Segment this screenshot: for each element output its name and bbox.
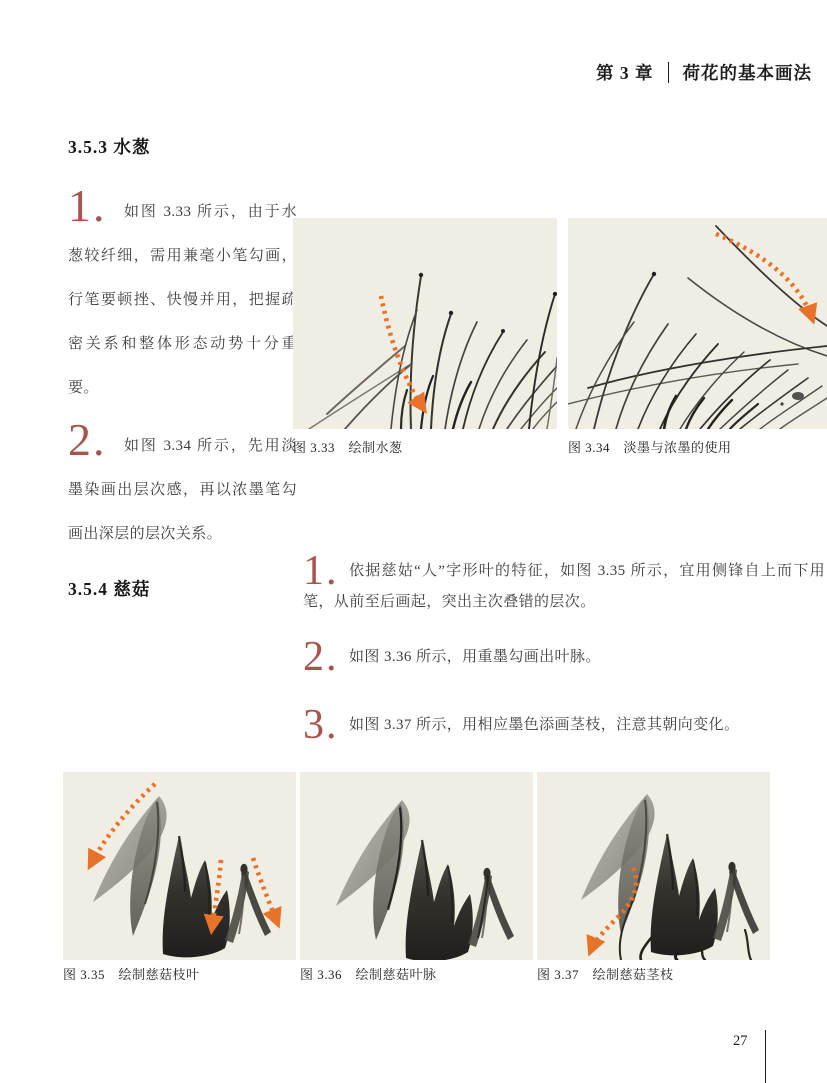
figure-3-34-painting xyxy=(568,218,827,429)
step-353-1 xyxy=(68,180,297,410)
figure-3-35-painting xyxy=(63,772,296,960)
step-text: 如图 3.36 所示，用重墨勾画出叶脉。 xyxy=(349,649,601,665)
header-divider xyxy=(668,62,669,83)
step-number: 1. xyxy=(68,180,107,231)
figure-3-33 xyxy=(293,218,557,429)
figure-3-37 xyxy=(537,772,770,960)
step-text: 如图 3.37 所示，用相应墨色添画茎枝，注意其朝向变化。 xyxy=(349,717,740,733)
step-number: 1. xyxy=(303,548,339,594)
chapter-number: 第 3 章 xyxy=(596,63,654,83)
step-354-2 xyxy=(303,634,825,686)
section-heading-353: 3.5.3 水葱 xyxy=(68,137,151,157)
figure-3-36 xyxy=(300,772,533,960)
section-heading-354: 3.5.4 慈菇 xyxy=(68,579,151,599)
figure-3-37-painting xyxy=(537,772,770,960)
figure-3-37-caption: 图 3.37 绘制慈菇茎枝 xyxy=(537,967,674,982)
step-353-2 xyxy=(68,414,297,556)
step-354-1 xyxy=(303,548,825,618)
figure-3-34-caption: 图 3.34 淡墨与浓墨的使用 xyxy=(568,440,732,455)
chapter-title: 荷花的基本画法 xyxy=(682,63,812,83)
figure-3-36-caption: 图 3.36 绘制慈菇叶脉 xyxy=(300,967,437,982)
figure-3-33-painting xyxy=(293,218,557,429)
figure-3-36-painting xyxy=(300,772,533,960)
chapter-header xyxy=(596,60,812,85)
step-text: 如图 3.33 所示，由于水葱较纤细，需用兼毫小笔勾画，行笔要顿挫、快慢并用，把握疏密关系和整体形态动势十分重要。 xyxy=(68,204,297,396)
step-number: 3. xyxy=(303,702,339,748)
figure-3-34 xyxy=(568,218,827,429)
page-number: 27 xyxy=(733,1033,748,1049)
step-text: 依据慈姑“人”字形叶的特征，如图 3.35 所示，宜用侧锋自上而下用笔，从前至后画起，突出主次叠错的层次。 xyxy=(303,563,825,610)
step-text: 如图 3.34 所示，先用淡墨染画出层次感，再以浓墨笔勾画出深层的层次关系。 xyxy=(68,438,297,542)
step-number: 2. xyxy=(303,634,339,680)
figure-3-35 xyxy=(63,772,296,960)
section-353-steps xyxy=(68,180,297,556)
step-354-3 xyxy=(303,702,825,754)
footer-rule xyxy=(765,1030,766,1083)
figure-3-35-caption: 图 3.35 绘制慈菇枝叶 xyxy=(63,967,200,982)
figure-3-33-caption: 图 3.33 绘制水葱 xyxy=(293,440,403,455)
step-number: 2. xyxy=(68,414,107,465)
stroke-direction-arrow xyxy=(716,234,812,318)
section-354-steps xyxy=(303,548,825,754)
